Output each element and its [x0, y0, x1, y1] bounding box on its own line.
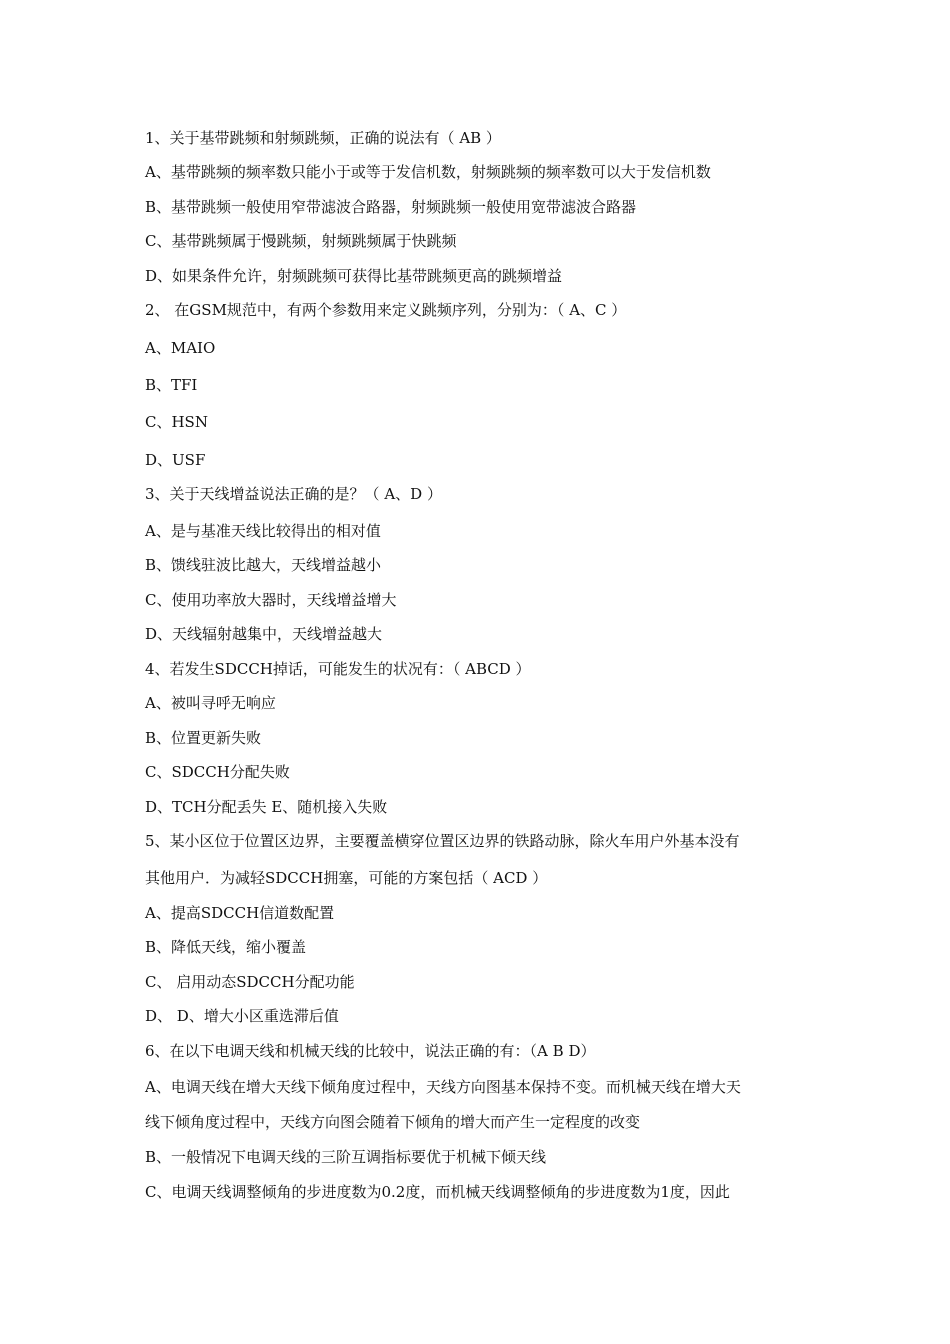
- q4-option-c: C、SDCCH分配失败: [145, 763, 290, 781]
- q1-option-a: A、基带跳频的频率数只能小于或等于发信机数，射频跳频的频率数可以大于发信机数: [145, 163, 711, 181]
- q5-option-b: B、降低天线，缩小覆盖: [145, 938, 307, 956]
- question-5-line-2: 其他用户．为减轻SDCCH拥塞，可能的方案包括（ ACD ）: [145, 869, 548, 887]
- q6-option-c: C、电调天线调整倾角的步进度数为0.2度，而机械天线调整倾角的步进度数为1度，因此: [145, 1183, 730, 1201]
- q3-option-b: B、馈线驻波比越大，天线增益越小: [145, 556, 382, 574]
- question-4: 4、若发生SDCCH掉话，可能发生的状况有：（ ABCD ）: [145, 660, 531, 678]
- q2-option-a: A、MAIO: [145, 339, 216, 357]
- q1-option-b: B、基带跳频一般使用窄带滤波合路器，射频跳频一般使用宽带滤波合路器: [145, 198, 637, 216]
- q6-option-a-line-2: 线下倾角度过程中，天线方向图会随着下倾角的增大而产生一定程度的改变: [145, 1113, 641, 1131]
- question-3: 3、关于天线增益说法正确的是？（ A、D ）: [145, 485, 442, 503]
- question-6: 6、在以下电调天线和机械天线的比较中，说法正确的有：（A B D）: [145, 1042, 596, 1060]
- q5-option-d: D、 D、增大小区重选滞后值: [145, 1007, 339, 1025]
- q5-option-c: C、 启用动态SDCCH分配功能: [145, 973, 355, 991]
- q2-option-d: D、USF: [145, 451, 206, 469]
- question-1: 1、关于基带跳频和射频跳频，正确的说法有（ AB ）: [145, 129, 501, 147]
- q1-option-c: C、基带跳频属于慢跳频，射频跳频属于快跳频: [145, 232, 457, 250]
- q2-option-c: C、HSN: [145, 413, 208, 431]
- q4-option-d-e: D、TCH分配丢失 E、随机接入失败: [145, 798, 388, 816]
- q4-option-a: A、被叫寻呼无响应: [145, 694, 276, 712]
- question-5-line-1: 5、某小区位于位置区边界，主要覆盖横穿位置区边界的铁路动脉，除火车用户外基本没有: [145, 832, 740, 850]
- q6-option-b: B、一般情况下电调天线的三阶互调指标要优于机械下倾天线: [145, 1148, 547, 1166]
- q3-option-d: D、天线辐射越集中，天线增益越大: [145, 625, 383, 643]
- question-2: 2、 在GSM规范中，有两个参数用来定义跳频序列，分别为：（ A、C ）: [145, 301, 627, 319]
- q4-option-b: B、位置更新失败: [145, 729, 262, 747]
- q1-option-d: D、如果条件允许，射频跳频可获得比基带跳频更高的跳频增益: [145, 267, 563, 285]
- q3-option-c: C、使用功率放大器时，天线增益增大: [145, 591, 397, 609]
- q6-option-a-line-1: A、电调天线在增大天线下倾角度过程中，天线方向图基本保持不变。而机械天线在增大天: [145, 1078, 741, 1096]
- q5-option-a: A、提高SDCCH信道数配置: [145, 904, 335, 922]
- q3-option-a: A、是与基准天线比较得出的相对值: [145, 522, 381, 540]
- q2-option-b: B、TFI: [145, 376, 198, 394]
